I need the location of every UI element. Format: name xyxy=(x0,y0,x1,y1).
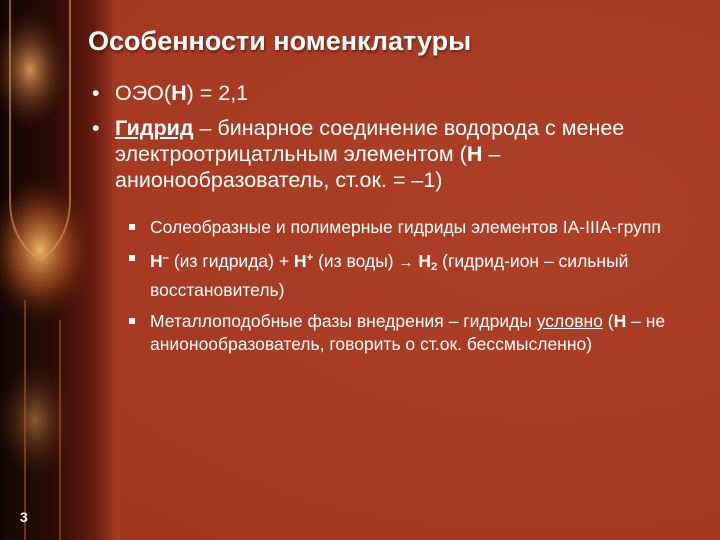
page-number: 3 xyxy=(20,509,28,525)
subbullet-text: (гидрид-ион – сильный восстановитель) xyxy=(150,251,629,300)
spacer xyxy=(90,202,700,216)
subbullet-text: (из гидрида) + xyxy=(168,251,294,271)
square-bullet-icon xyxy=(129,224,135,230)
subbullet-text: (из воды) xyxy=(313,251,399,271)
slide-title: Особенности номенклатуры xyxy=(88,26,472,56)
square-bullet-icon xyxy=(129,318,135,324)
subbullet-text: Солеобразные и полимерные гидриды элементов IA-IIIA-групп xyxy=(150,217,661,237)
bullet-item xyxy=(90,80,700,106)
subbullet-item xyxy=(128,310,700,356)
subscript: 2 xyxy=(430,261,438,273)
subbullet-text-bold: Н xyxy=(150,251,163,271)
subbullet-text: Металлоподобные фазы внедрения – гидриды xyxy=(150,311,537,331)
subbullet-item xyxy=(128,247,700,302)
bullet-text: – бинарное соединение водорода с менее электроотрицатльным элементом ( xyxy=(115,116,625,166)
subbullet-item xyxy=(128,216,700,239)
subbullet-text-bold: Н xyxy=(413,251,431,271)
square-bullet-icon xyxy=(129,255,135,261)
bullet-text-bold: Н xyxy=(466,142,483,166)
subbullet-text: ( xyxy=(602,311,614,331)
bullet-item xyxy=(90,115,700,193)
bullet-text: ОЭО( xyxy=(115,81,172,105)
bullet-text: – анионообразователь, ст.ок. = –1) xyxy=(115,142,501,192)
subbullet-text-bold: Н xyxy=(613,311,627,331)
superscript: + xyxy=(306,252,314,264)
superscript: – xyxy=(162,252,169,264)
subbullet-text: – не анионообразователь, говорить о ст.ок. бессмысленно) xyxy=(150,311,666,354)
arrow-right-icon: → xyxy=(398,254,414,271)
bullet-dot: • xyxy=(92,81,100,105)
bullet-text-bold: Н xyxy=(171,81,187,105)
term-hydride: Гидрид xyxy=(115,116,194,140)
bullet-text: ) = 2,1 xyxy=(186,81,249,105)
subbullet-text-bold: Н xyxy=(293,251,307,271)
bullet-dot: • xyxy=(92,116,100,140)
subbullet-text-underlined: условно xyxy=(536,311,603,331)
bullet-list xyxy=(90,80,700,364)
